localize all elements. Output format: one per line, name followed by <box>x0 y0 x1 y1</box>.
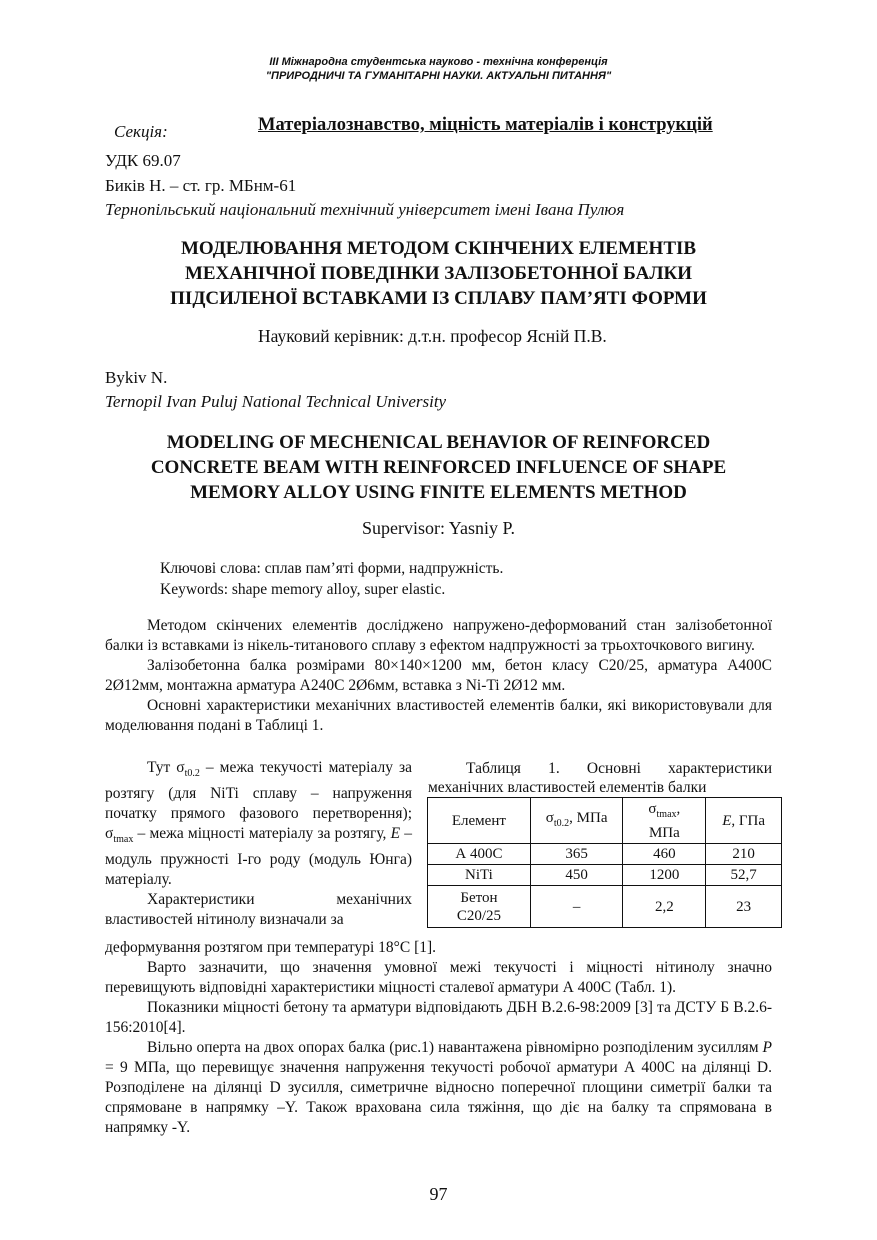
properties-table <box>427 797 782 928</box>
affiliation-ua: Тернопільський національний технічний університет імені Івана Пулюя <box>105 200 625 219</box>
cell-modulus: 210 <box>706 844 782 865</box>
paragraph: Характеристики механічних властивостей нітинолу визначали за <box>105 891 412 929</box>
cell-yield: 365 <box>530 844 623 865</box>
table-header-row <box>428 798 782 844</box>
paragraph: Основні характеристики механічних властивостей елементів балки, які використовували для моделювання подані в Таблиці 1. <box>105 697 772 734</box>
keywords-en: Keywords: shape memory alloy, super elastic. <box>160 581 446 598</box>
conference-name: III Міжнародна студентська науково - технічна конференція <box>269 56 608 68</box>
section-title: Матеріалознавство, міцність матеріалів і конструкцій <box>258 115 713 135</box>
title-ua <box>105 236 772 311</box>
paragraph: Залізобетонна балка розмірами 80×140×1200 мм, бетон класу С20/25, арматура А400С 2Ø12мм, монтажна арматура А240С 2Ø6мм, вставка з Ni-Ti 2Ø12 мм. <box>105 657 772 694</box>
paragraph: Тут $\sigma_{t0.2}$ – межа текучості матеріалу за розтягу (для NiTi сплаву – напруження початку прямого фазового перетворення); $\sigma_{tmax}$ – межа міцності матеріалу за розтягу, E – модуль пружності І-го роду (модуль Юнга) матеріалу. <box>105 759 412 889</box>
title-en-line: MODELING OF MECHENICAL BEHAVIOR OF REINFORCED <box>166 432 711 453</box>
title-ua-line: ПІДСИЛЕНОЇ ВСТАВКАМИ ІЗ СПЛАВУ ПАМ’ЯТІ ФОРМИ <box>170 288 707 309</box>
paragraph: Методом скінчених елементів досліджено напружено-деформований стан залізобетонної балки із вставками із нікель-титанового сплаву з ефектом надпружності за трьохточкового вигину. <box>105 617 772 654</box>
title-en-line: CONCRETE BEAM WITH REINFORCED INFLUENCE OF SHAPE <box>150 457 727 478</box>
title-en-line: MEMORY ALLOY USING FINITE ELEMENTS METHOD <box>190 482 687 503</box>
table-row <box>428 844 782 865</box>
title-en <box>105 430 772 505</box>
supervisor-ua: Науковий керівник: д.т.н. професор Ясній П.В. <box>258 326 607 346</box>
paragraph: Варто зазначити, що значення умовної межі текучості і міцності нітинолу значно перевищують відповідні характеристики міцності сталевої арматури А 400С (Табл. 1). <box>105 959 772 996</box>
page-number: 97 <box>429 1184 448 1204</box>
header-element: Елемент <box>428 798 531 844</box>
cell-element: Бетон С20/25 <box>428 886 531 928</box>
affiliation-en: Ternopil Ivan Puluj National Technical University <box>105 392 447 411</box>
cell-ultimate: 1200 <box>623 865 706 886</box>
body-lower <box>105 938 772 1138</box>
cell-modulus: 23 <box>706 886 782 928</box>
table-row <box>428 865 782 886</box>
body-left-column <box>105 758 412 930</box>
header-ultimate: $\sigma_{tmax}$, МПа <box>623 798 706 844</box>
author-en: Bykiv N. <box>105 368 168 387</box>
udk-code: УДК 69.07 <box>105 151 181 170</box>
section-label: Секція: <box>114 122 168 141</box>
paragraph: Показники міцності бетону та арматури відповідають ДБН В.2.6-98:2009 [3] та ДСТУ Б В.2.6-156:2010[4]. <box>105 999 772 1036</box>
title-ua-line: МОДЕЛЮВАННЯ МЕТОДОМ СКІНЧЕНИХ ЕЛЕМЕНТІВ <box>180 238 697 259</box>
keywords-ua: Ключові слова: сплав пам’яті форми, надпружність. <box>160 560 504 577</box>
supervisor-en: Supervisor: Yasniy P. <box>361 518 516 538</box>
paragraph: Вільно оперта на двох опорах балка (рис.1) навантажена рівномірно розподіленим зусиллям P = 9 МПа, що перевищує значення напруження текучості робочої арматури А 400С на ділянці D. Розподілене на ділянці D зусилля, симетричне відносно поперечної площини симетрії балки та спрямоване в напрямку –Y. Також врахована сила тяжіння, що діє на балку та спрямована в напрямку -Y. <box>105 1039 772 1136</box>
cell-ultimate: 2,2 <box>623 886 706 928</box>
header-modulus: E, ГПа <box>706 798 782 844</box>
cell-yield: 450 <box>530 865 623 886</box>
table-row <box>428 886 782 928</box>
cell-ultimate: 460 <box>623 844 706 865</box>
table-caption: Таблиця 1. Основні характеристики механічних властивостей елементів балки <box>428 760 772 796</box>
cell-yield: – <box>530 886 623 928</box>
paragraph: деформування розтягом при температурі 18°С [1]. <box>105 939 437 956</box>
body-intro <box>105 616 772 736</box>
cell-element: NiTi <box>428 865 531 886</box>
cell-modulus: 52,7 <box>706 865 782 886</box>
cell-element: А 400С <box>428 844 531 865</box>
conference-theme: "ПРИРОДНИЧІ ТА ГУМАНІТАРНІ НАУКИ. АКТУАЛЬНІ ПИТАННЯ" <box>265 70 612 82</box>
header-yield: $\sigma_{t0.2}$, МПа <box>530 798 623 844</box>
author-ua: Биків Н. – ст. гр. МБнм-61 <box>105 176 297 195</box>
title-ua-line: МЕХАНІЧНОЇ ПОВЕДІНКИ ЗАЛІЗОБЕТОННОЇ БАЛКИ <box>184 263 693 284</box>
